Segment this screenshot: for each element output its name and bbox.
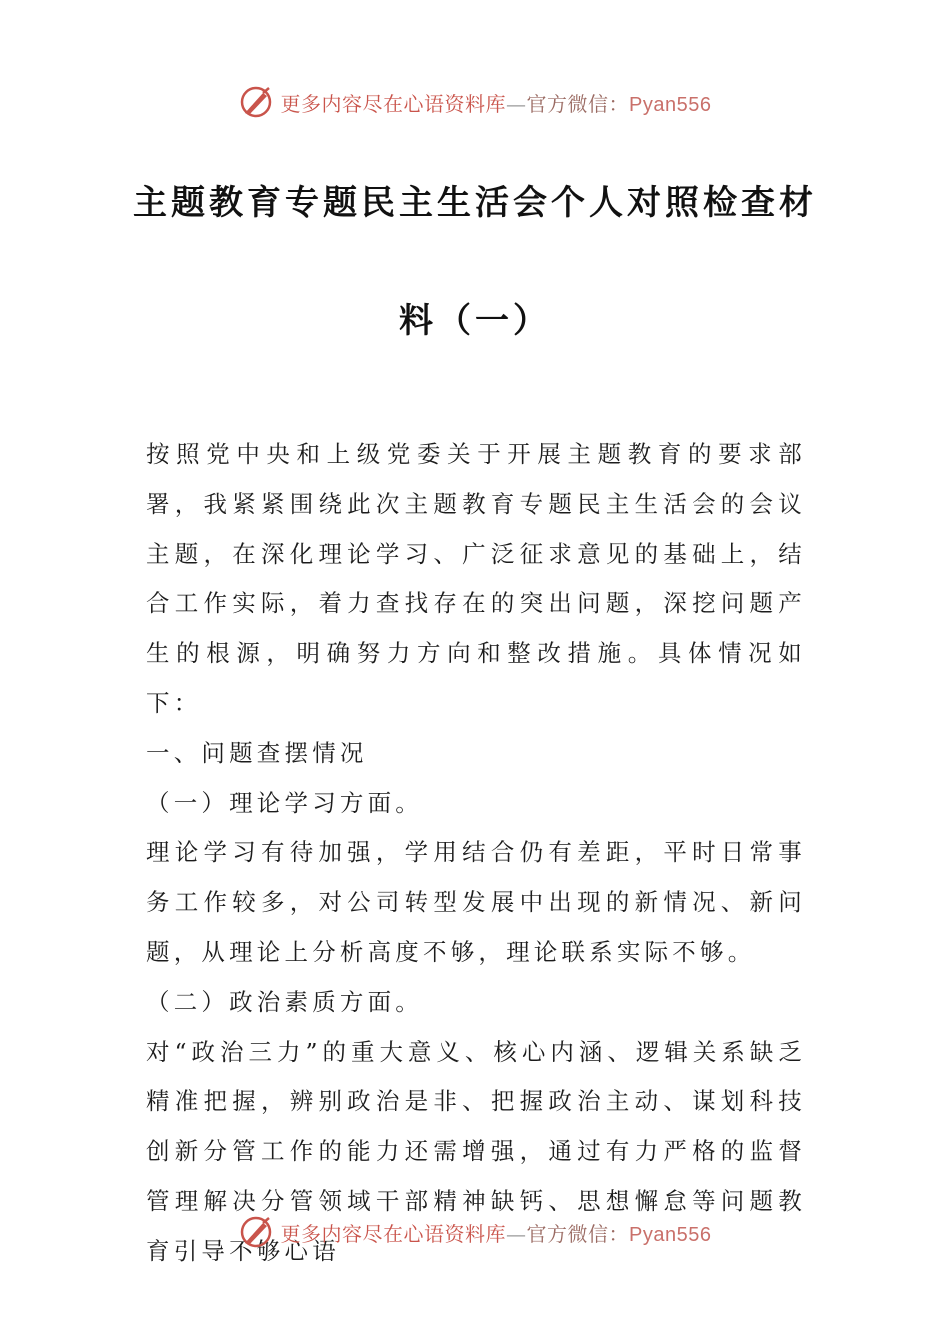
- watermark-wechat-id: Pyan556: [629, 1223, 712, 1246]
- paragraph-theory: 理论学习有待加强，学用结合仍有差距，平时日常事务工作较多，对公司转型发展中出现的新情况、新问题，从理论上分析高度不够，理论联系实际不够。: [146, 838, 806, 966]
- pen-logo-icon: [239, 85, 273, 119]
- footer-watermark: [0, 1212, 950, 1252]
- watermark-lead: 更多内容尽在心语资料库: [280, 91, 507, 116]
- watermark-text: [281, 88, 712, 117]
- watermark-separator: —: [506, 1221, 527, 1246]
- watermark-text: [281, 1218, 712, 1247]
- document-body: [146, 430, 806, 1277]
- paragraph-politics: 对“政治三力”的重大意义、核心内涵、逻辑关系缺乏精准把握，辨别政治是非、把握政治主动、谋划科技创新分管工作的能力还需增强，通过有力严格的监督管理解决分管领域干部精神缺钙、思想懈怠等问题教育引导不够心语: [146, 1037, 806, 1265]
- document-title-line-2: 料（一）: [399, 301, 551, 341]
- section-heading-1: 一、问题查摆情况: [146, 738, 368, 767]
- watermark-wechat-id: Pyan556: [629, 93, 712, 116]
- paragraph-intro: 按照党中央和上级党委关于开展主题教育的要求部署，我紧紧围绕此次主题教育专题民主生活会的会议主题，在深化理论学习、广泛征求意见的基础上，结合工作实际，着力查找存在的突出问题，深挖问题产生的根源，明确努力方向和整改措施。具体情况如下：: [146, 440, 806, 717]
- pen-logo-icon: [239, 1215, 273, 1249]
- watermark-tail: 官方微信：: [526, 91, 630, 116]
- subsection-heading-1: （一）理论学习方面。: [146, 788, 423, 817]
- watermark-tail: 官方微信：: [526, 1221, 630, 1246]
- watermark-lead: 更多内容尽在心语资料库: [280, 1221, 507, 1246]
- subsection-heading-2: （二）政治素质方面。: [146, 987, 423, 1016]
- document-title-line-1: 主题教育专题民主生活会个人对照检查材: [133, 183, 817, 223]
- watermark-separator: —: [506, 91, 527, 116]
- header-watermark: [0, 82, 950, 122]
